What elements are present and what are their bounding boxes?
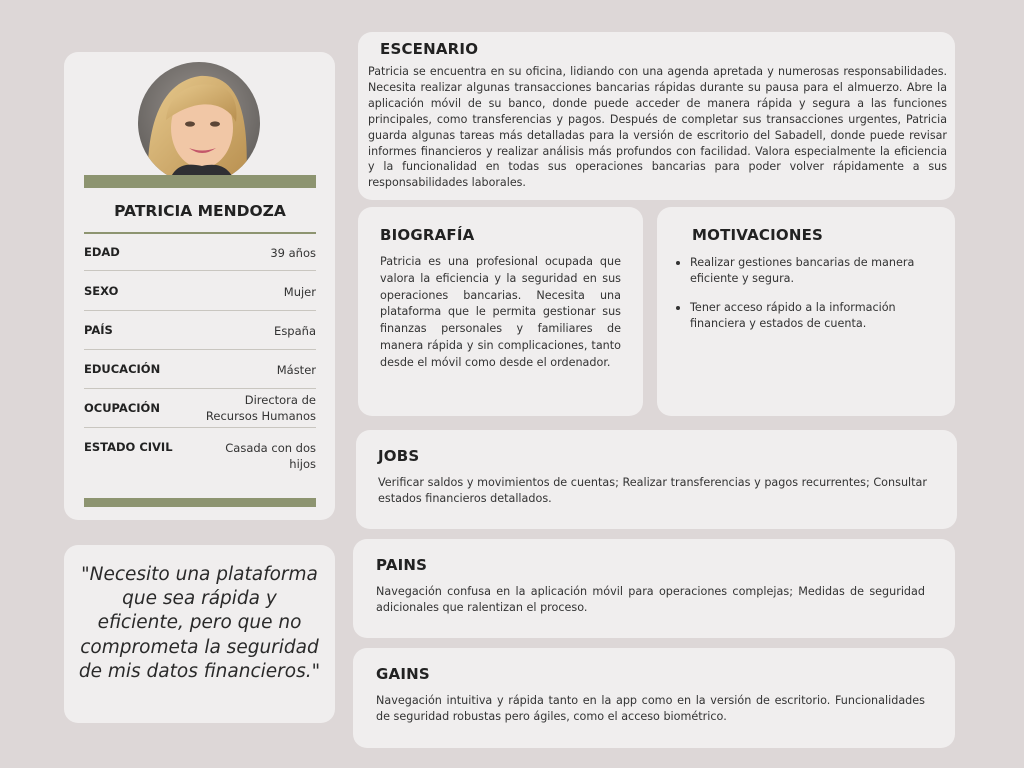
divider <box>84 270 316 271</box>
divider <box>84 349 316 350</box>
scenario-card <box>358 32 955 200</box>
motivations-list <box>675 255 927 345</box>
attribute-row-age <box>84 245 316 261</box>
attribute-label: PAÍS <box>84 323 113 337</box>
list-item: Realizar gestiones bancarias de manera eficiente y segura. <box>675 255 927 286</box>
divider <box>84 427 316 428</box>
biography-text: Patricia es una profesional ocupada que valora la eficiencia y la seguridad en sus operaciones bancarias. Necesita una plataforma que le permita gestionar sus finanzas personales y familiares de manera rápida y sin complicaciones, tanto desde el móvil como desde el ordenador. <box>380 255 621 369</box>
attribute-row-education <box>84 362 316 378</box>
jobs-title: JOBS <box>378 447 420 465</box>
biography-card <box>358 207 643 416</box>
attribute-value: 39 años <box>270 246 316 260</box>
attribute-row-sex <box>84 284 316 300</box>
accent-bar-top <box>84 175 316 188</box>
attribute-row-country <box>84 323 316 339</box>
motivations-title: MOTIVACIONES <box>692 226 824 244</box>
biography-title: BIOGRAFÍA <box>380 226 475 244</box>
scenario-text: Patricia se encuentra en su oficina, lidiando con una agenda apretada y numerosas responsabilidades. Necesita realizar algunas transacciones bancarias rápidas durante su pausa para el almuerzo. Abre la aplicación móvil de su banco, donde puede acceder de manera rápida y segura a las funciones principales, como transferencias y pagos. Después de completar sus transacciones urgentes, Patricia guarda algunas tareas más detalladas para la versión de escritorio del Sabadell, donde puede revisar informes financieros y realizar análisis más profundos con facilidad. Valora especialmente la eficiencia y la funcionalidad en todas sus operaciones bancarias para poder volver rápidamente a sus responsabilidades laborales. <box>368 65 947 190</box>
motivations-card <box>657 207 955 416</box>
quote-card <box>64 545 335 723</box>
profile-card <box>64 52 335 520</box>
persona-name: PATRICIA MENDOZA <box>114 202 286 220</box>
attribute-label: ESTADO CIVIL <box>84 440 173 454</box>
attribute-value: Mujer <box>283 285 316 299</box>
divider <box>84 388 316 389</box>
attribute-value: España <box>274 324 316 338</box>
gains-title: GAINS <box>376 665 430 683</box>
attribute-label: SEXO <box>84 284 119 298</box>
persona-quote: "Necesito una plataforma que sea rápida y eficiente, pero que no comprometa la seguridad de mis datos financieros." <box>78 564 321 682</box>
attribute-value: Directora de Recursos Humanos <box>205 393 316 423</box>
profile-photo <box>138 62 260 184</box>
attribute-row-marital-status <box>84 440 316 472</box>
pains-title: PAINS <box>376 556 428 574</box>
jobs-card <box>356 430 957 529</box>
list-item: Tener acceso rápido a la información financiera y estados de cuenta. <box>675 300 927 331</box>
jobs-text: Verificar saldos y movimientos de cuentas; Realizar transferencias y pagos recurrentes; Consultar estados financieros detallados. <box>378 476 927 505</box>
scenario-title: ESCENARIO <box>380 40 479 58</box>
gains-text: Navegación intuitiva y rápida tanto en la app como en la versión de escritorio. Funcionalidades de seguridad robustas pero ágiles, como el acceso biométrico. <box>376 694 925 723</box>
pains-text: Navegación confusa en la aplicación móvil para operaciones complejas; Medidas de seguridad adicionales que ralentizan el proceso. <box>376 585 925 614</box>
divider <box>84 232 316 234</box>
attribute-label: EDUCACIÓN <box>84 362 161 376</box>
accent-bar-bottom <box>84 498 316 507</box>
attribute-row-occupation <box>84 392 316 424</box>
attribute-value: Máster <box>276 363 316 377</box>
attribute-value: Casada con dos hijos <box>225 441 316 471</box>
gains-card <box>353 648 955 748</box>
pains-card <box>353 539 955 638</box>
attribute-label: OCUPACIÓN <box>84 401 160 415</box>
attribute-label: EDAD <box>84 245 120 259</box>
divider <box>84 310 316 311</box>
